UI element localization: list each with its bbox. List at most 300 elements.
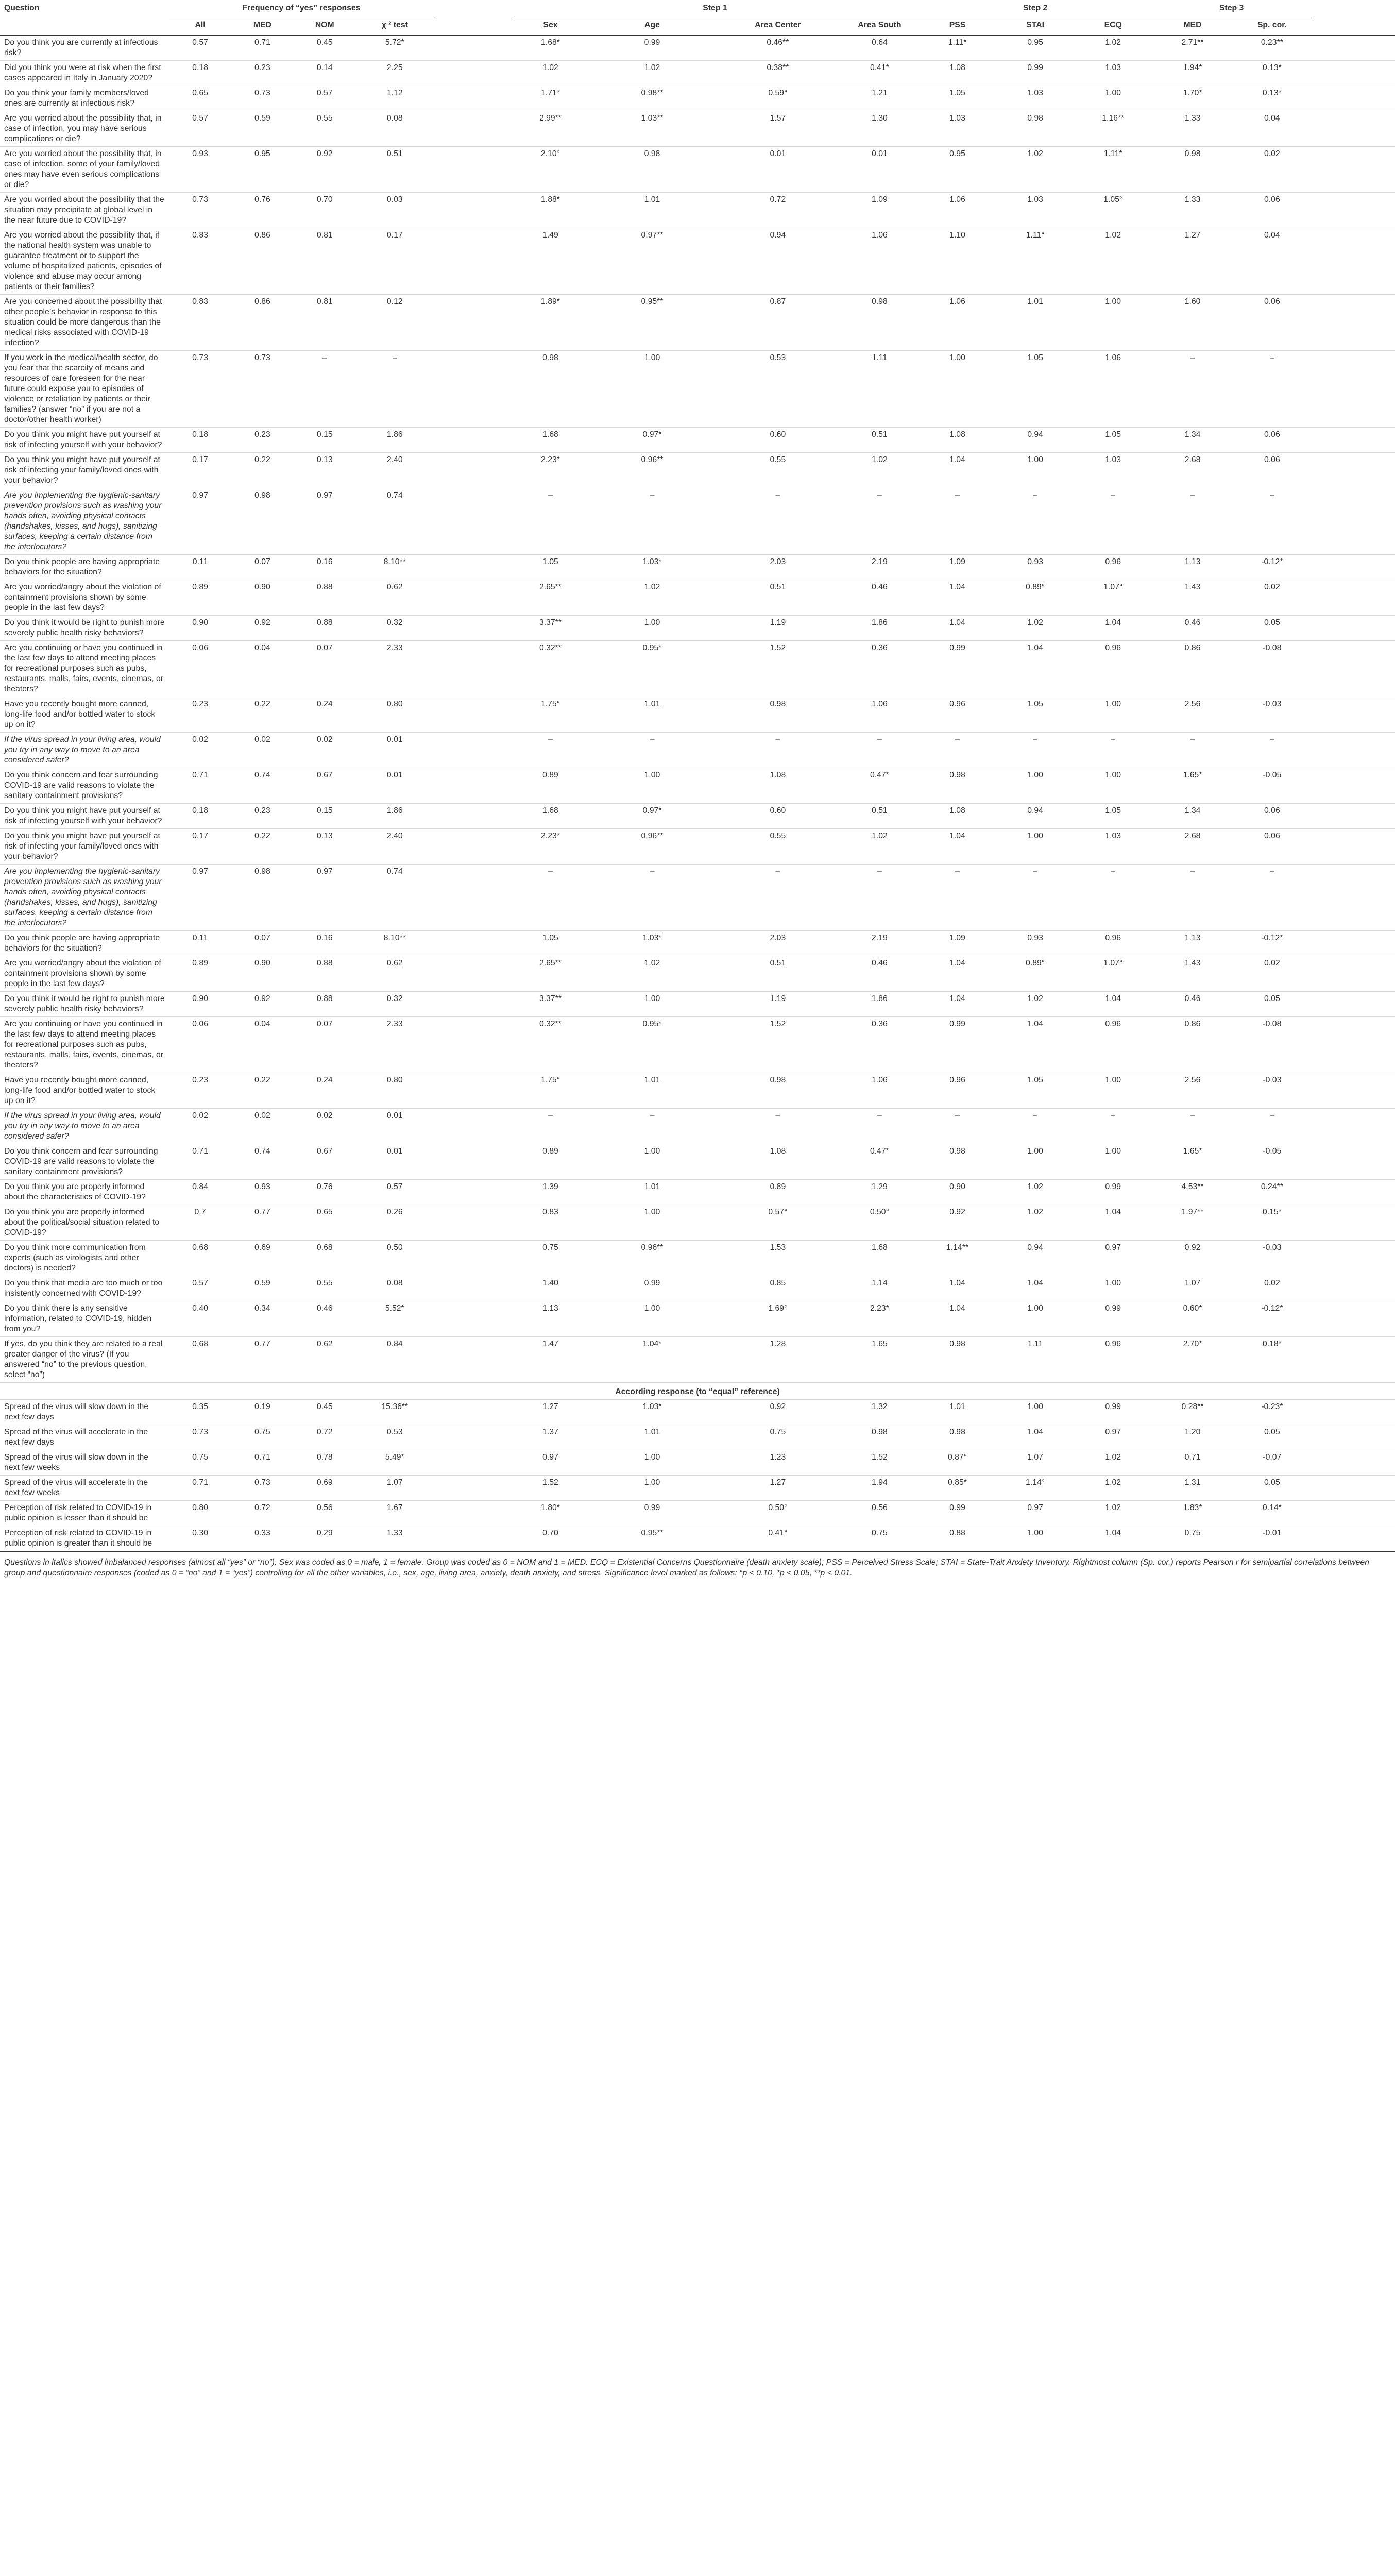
value-cell: –: [1233, 865, 1311, 931]
value-cell: 1.00: [1074, 768, 1152, 804]
value-cell: 0.05: [1233, 1476, 1311, 1501]
value-cell: 1.07: [996, 1450, 1074, 1476]
value-cell: 0.92: [715, 1400, 841, 1425]
value-cell: –: [841, 865, 918, 931]
value-cell: 1.75°: [512, 697, 589, 733]
value-cell: 2.03: [715, 555, 841, 580]
value-cell: 0.57: [169, 35, 231, 61]
value-cell: 1.68: [512, 804, 589, 829]
table-row: [0, 829, 1395, 865]
value-cell: 0.47*: [841, 768, 918, 804]
value-cell: 0.86: [1152, 641, 1233, 697]
value-cell: 1.97**: [1152, 1205, 1233, 1241]
value-cell: 0.06: [1233, 804, 1311, 829]
value-cell: 0.16: [294, 931, 356, 956]
value-cell: 0.02: [1233, 1276, 1311, 1301]
value-cell: 5.49*: [356, 1450, 434, 1476]
value-cell: 0.32**: [512, 641, 589, 697]
value-cell: 0.86: [231, 228, 294, 295]
table-row: [0, 616, 1395, 641]
table-row: [0, 733, 1395, 768]
question-cell: Do you think it would be right to punish more severely public health risky behaviors?: [0, 616, 169, 641]
value-cell: 0.50°: [715, 1501, 841, 1526]
value-cell: 1.27: [512, 1400, 589, 1425]
value-cell: 0.92: [918, 1205, 996, 1241]
value-cell: 0.04: [1233, 111, 1311, 147]
table-row: [0, 1526, 1395, 1552]
value-cell: 0.55: [715, 829, 841, 865]
value-cell: 1.03: [1074, 829, 1152, 865]
value-cell: 1.02: [589, 580, 715, 616]
col-header-med-step3: MED: [1152, 18, 1233, 36]
value-cell: 0.23**: [1233, 35, 1311, 61]
value-cell: 0.01: [356, 733, 434, 768]
value-cell: 0.34: [231, 1301, 294, 1337]
value-cell: –: [715, 488, 841, 555]
value-cell: 0.75: [512, 1241, 589, 1276]
value-cell: –: [589, 1109, 715, 1144]
value-cell: 0.02: [1233, 147, 1311, 193]
value-cell: 0.85*: [918, 1476, 996, 1501]
value-cell: 0.89°: [996, 580, 1074, 616]
value-cell: 2.70*: [1152, 1337, 1233, 1383]
value-cell: 1.34: [1152, 428, 1233, 453]
value-cell: 0.57: [169, 111, 231, 147]
value-cell: 0.67: [294, 1144, 356, 1180]
value-cell: 1.02: [996, 616, 1074, 641]
value-cell: 0.01: [356, 1109, 434, 1144]
value-cell: 0.89: [512, 1144, 589, 1180]
value-cell: 0.99: [589, 35, 715, 61]
value-cell: [1311, 931, 1395, 956]
table-row: [0, 768, 1395, 804]
value-cell: 0.96**: [589, 1241, 715, 1276]
value-cell: 1.06: [1074, 351, 1152, 428]
value-cell: –: [512, 1109, 589, 1144]
value-cell: 2.19: [841, 931, 918, 956]
table-row: [0, 1450, 1395, 1476]
question-cell: If you work in the medical/health sector, do you fear that the scarcity of means and resources of care foreseen for the near future could expose you to episodes of violence or retaliation by patients or their families? (answer “no” if you are not a doctor/other health worker): [0, 351, 169, 428]
value-cell: 0.23: [231, 428, 294, 453]
value-cell: 1.00: [996, 829, 1074, 865]
value-cell: 1.60: [1152, 295, 1233, 351]
value-cell: -0.03: [1233, 697, 1311, 733]
value-cell: 1.05°: [1074, 193, 1152, 228]
value-cell: –: [1074, 733, 1152, 768]
value-cell: [1311, 829, 1395, 865]
value-cell: 0.97**: [589, 228, 715, 295]
value-cell: [1311, 488, 1395, 555]
value-cell: 1.75°: [512, 1073, 589, 1109]
value-cell: 2.56: [1152, 1073, 1233, 1109]
question-cell: Do you think you are properly informed about the political/social situation related to COVID-19?: [0, 1205, 169, 1241]
question-cell: Do you think there is any sensitive information, related to COVID-19, hidden from you?: [0, 1301, 169, 1337]
question-cell: Do you think concern and fear surrounding COVID-19 are valid reasons to violate the sanitary containment provisions?: [0, 768, 169, 804]
table-row: [0, 865, 1395, 931]
col-header-all: All: [169, 18, 231, 36]
question-cell: Are you continuing or have you continued in the last few days to attend meeting places for recreational purposes such as pubs, restaurants, malls, fairs, events, cinemas, or theaters?: [0, 641, 169, 697]
value-cell: 0.74: [356, 865, 434, 931]
value-cell: 0.75: [1152, 1526, 1233, 1552]
value-cell: 0.16: [294, 555, 356, 580]
value-cell: [434, 86, 512, 111]
value-cell: 0.98: [1152, 147, 1233, 193]
value-cell: 0.24: [294, 1073, 356, 1109]
value-cell: -0.08: [1233, 641, 1311, 697]
value-cell: 1.04: [996, 1425, 1074, 1450]
value-cell: 0.96: [1074, 1017, 1152, 1073]
value-cell: 0.97: [512, 1450, 589, 1476]
value-cell: 0.60: [715, 804, 841, 829]
value-cell: 0.17: [356, 228, 434, 295]
value-cell: 1.06: [841, 697, 918, 733]
question-cell: If the virus spread in your living area, would you try in any way to move to an area considered safer?: [0, 733, 169, 768]
question-cell: Are you worried about the possibility that, if the national health system was unable to guarantee treatment or to support the volume of hospitalized patients, episodes of violence and abuse may occur among patients or their families?: [0, 228, 169, 295]
value-cell: 0.60*: [1152, 1301, 1233, 1337]
question-cell: Are you concerned about the possibility that other people’s behavior in response to this situation could be more dangerous than the medical risks associated with COVID-19 infection?: [0, 295, 169, 351]
value-cell: 0.08: [356, 111, 434, 147]
table-row: [0, 956, 1395, 992]
value-cell: 0.62: [294, 1337, 356, 1383]
value-cell: 0.80: [356, 1073, 434, 1109]
value-cell: 1.07°: [1074, 580, 1152, 616]
question-cell: Do you think concern and fear surrounding COVID-19 are valid reasons to violate the sanitary containment provisions?: [0, 1144, 169, 1180]
value-cell: [1311, 992, 1395, 1017]
value-cell: 0.71: [231, 35, 294, 61]
value-cell: 1.01: [589, 1180, 715, 1205]
value-cell: 1.00: [996, 453, 1074, 488]
value-cell: 2.40: [356, 453, 434, 488]
col-header-sex: Sex: [512, 18, 589, 36]
value-cell: 0.26: [356, 1205, 434, 1241]
value-cell: 1.03**: [589, 111, 715, 147]
value-cell: 1.30: [841, 111, 918, 147]
value-cell: -0.05: [1233, 768, 1311, 804]
value-cell: 0.74: [356, 488, 434, 555]
value-cell: –: [356, 351, 434, 428]
value-cell: 0.06: [169, 1017, 231, 1073]
value-cell: 0.97*: [589, 428, 715, 453]
value-cell: 1.00: [918, 351, 996, 428]
value-cell: [1311, 641, 1395, 697]
value-cell: 0.51: [841, 428, 918, 453]
section-label: According response (to “equal” reference): [0, 1383, 1395, 1400]
question-cell: Do you think you might have put yourself at risk of infecting yourself with your behavior?: [0, 428, 169, 453]
value-cell: [1311, 453, 1395, 488]
value-cell: [1311, 86, 1395, 111]
value-cell: 3.37**: [512, 616, 589, 641]
value-cell: 0.53: [356, 1425, 434, 1450]
value-cell: 0.88: [918, 1526, 996, 1552]
value-cell: 0.57: [356, 1180, 434, 1205]
question-cell: Do you think it would be right to punish more severely public health risky behaviors?: [0, 992, 169, 1017]
value-cell: 0.18: [169, 804, 231, 829]
value-cell: –: [512, 865, 589, 931]
value-cell: 0.95**: [589, 1526, 715, 1552]
value-cell: 0.98: [715, 1073, 841, 1109]
value-cell: 0.73: [169, 351, 231, 428]
value-cell: 2.40: [356, 829, 434, 865]
value-cell: 0.46**: [715, 35, 841, 61]
value-cell: 0.02: [1233, 956, 1311, 992]
value-cell: 1.00: [589, 1301, 715, 1337]
value-cell: 0.99: [589, 1276, 715, 1301]
value-cell: 0.57: [294, 86, 356, 111]
value-cell: 1.00: [1074, 1276, 1152, 1301]
value-cell: 0.57°: [715, 1205, 841, 1241]
value-cell: 1.03*: [589, 931, 715, 956]
value-cell: 0.83: [169, 228, 231, 295]
value-cell: 0.84: [169, 1180, 231, 1205]
value-cell: [1311, 1337, 1395, 1383]
value-cell: 1.00: [996, 1526, 1074, 1552]
value-cell: 1.68: [841, 1241, 918, 1276]
value-cell: [434, 733, 512, 768]
value-cell: 1.00: [996, 1301, 1074, 1337]
value-cell: 1.16**: [1074, 111, 1152, 147]
value-cell: 0.03: [356, 193, 434, 228]
value-cell: 1.04: [918, 992, 996, 1017]
value-cell: 1.04: [918, 956, 996, 992]
value-cell: [1311, 865, 1395, 931]
value-cell: [434, 428, 512, 453]
value-cell: –: [715, 1109, 841, 1144]
value-cell: –: [1233, 733, 1311, 768]
value-cell: 1.14: [841, 1276, 918, 1301]
value-cell: 1.34: [1152, 804, 1233, 829]
value-cell: [434, 865, 512, 931]
value-cell: –: [1074, 1109, 1152, 1144]
value-cell: 0.90: [169, 616, 231, 641]
value-cell: 0.56: [294, 1501, 356, 1526]
value-cell: 0.99: [918, 1501, 996, 1526]
question-cell: Do you think people are having appropriate behaviors for the situation?: [0, 931, 169, 956]
value-cell: 0.23: [169, 697, 231, 733]
value-cell: 0.95*: [589, 641, 715, 697]
value-cell: 0.41°: [715, 1526, 841, 1552]
value-cell: 0.46: [1152, 992, 1233, 1017]
table-row: [0, 697, 1395, 733]
value-cell: 0.50°: [841, 1205, 918, 1241]
value-cell: 1.02: [1074, 1476, 1152, 1501]
table-row: [0, 1241, 1395, 1276]
value-cell: 0.70: [294, 193, 356, 228]
value-cell: [1311, 1276, 1395, 1301]
value-cell: 1.89*: [512, 295, 589, 351]
value-cell: 0.73: [231, 1476, 294, 1501]
value-cell: 0.68: [294, 1241, 356, 1276]
value-cell: 0.99: [996, 61, 1074, 86]
value-cell: [434, 1276, 512, 1301]
value-cell: [434, 295, 512, 351]
value-cell: 1.00: [996, 768, 1074, 804]
value-cell: [434, 768, 512, 804]
question-cell: Do you think you might have put yourself at risk of infecting yourself with your behavior?: [0, 804, 169, 829]
value-cell: 8.10**: [356, 555, 434, 580]
value-cell: -0.12*: [1233, 931, 1311, 956]
value-cell: 0.65: [169, 86, 231, 111]
table-row: [0, 1073, 1395, 1109]
value-cell: 1.00: [589, 616, 715, 641]
value-cell: 1.86: [841, 992, 918, 1017]
value-cell: 0.95: [231, 147, 294, 193]
question-cell: Are you worried about the possibility that, in case of infection, some of your family/loved ones may have even serious complications or die?: [0, 147, 169, 193]
value-cell: 1.31: [1152, 1476, 1233, 1501]
value-cell: 0.92: [1152, 1241, 1233, 1276]
value-cell: –: [918, 733, 996, 768]
value-cell: 0.73: [231, 351, 294, 428]
value-cell: [434, 1400, 512, 1425]
table-row: [0, 641, 1395, 697]
value-cell: 0.98: [715, 697, 841, 733]
table-row: [0, 804, 1395, 829]
value-cell: 0.92: [231, 616, 294, 641]
question-cell: Do you think you might have put yourself at risk of infecting your family/loved ones with your behavior?: [0, 453, 169, 488]
value-cell: 0.89°: [996, 956, 1074, 992]
question-cell: Spread of the virus will accelerate in the next few days: [0, 1425, 169, 1450]
col-header-chi2: χ ² test: [356, 18, 434, 36]
value-cell: 0.72: [231, 1501, 294, 1526]
value-cell: 1.01: [918, 1400, 996, 1425]
value-cell: 0.55: [715, 453, 841, 488]
value-cell: [434, 193, 512, 228]
value-cell: [434, 1476, 512, 1501]
question-cell: Did you think you were at risk when the first cases appeared in Italy in January 2020?: [0, 61, 169, 86]
value-cell: 0.98: [918, 1425, 996, 1450]
value-cell: [1311, 193, 1395, 228]
table-row: [0, 111, 1395, 147]
value-cell: 1.01: [589, 1073, 715, 1109]
value-cell: [434, 580, 512, 616]
value-cell: 0.88: [294, 956, 356, 992]
frequency-group-header: Frequency of “yes” responses: [169, 0, 434, 18]
table-row: [0, 351, 1395, 428]
value-cell: 1.06: [918, 193, 996, 228]
value-cell: 1.02: [996, 1180, 1074, 1205]
value-cell: 1.07°: [1074, 956, 1152, 992]
value-cell: 0.73: [231, 86, 294, 111]
value-cell: 0.51: [356, 147, 434, 193]
value-cell: 1.40: [512, 1276, 589, 1301]
table-row: [0, 1301, 1395, 1337]
value-cell: 1.06: [841, 228, 918, 295]
value-cell: 0.69: [294, 1476, 356, 1501]
value-cell: 0.98: [231, 865, 294, 931]
value-cell: 2.68: [1152, 829, 1233, 865]
value-cell: 0.92: [231, 992, 294, 1017]
value-cell: 1.52: [841, 1450, 918, 1476]
value-cell: 0.07: [294, 1017, 356, 1073]
value-cell: [434, 1073, 512, 1109]
value-cell: 0.15*: [1233, 1205, 1311, 1241]
value-cell: 0.02: [1233, 580, 1311, 616]
value-cell: 1.05: [1074, 804, 1152, 829]
value-cell: 0.41*: [841, 61, 918, 86]
value-cell: 0.99: [1074, 1400, 1152, 1425]
value-cell: -0.05: [1233, 1144, 1311, 1180]
table-row: [0, 428, 1395, 453]
table-row: [0, 228, 1395, 295]
value-cell: 1.14°: [996, 1476, 1074, 1501]
value-cell: [434, 804, 512, 829]
value-cell: [1311, 1180, 1395, 1205]
value-cell: 1.02: [996, 992, 1074, 1017]
value-cell: 1.13: [512, 1301, 589, 1337]
value-cell: [1311, 1017, 1395, 1073]
value-cell: 0.71: [169, 1144, 231, 1180]
value-cell: 0.96: [1074, 555, 1152, 580]
value-cell: [1311, 1109, 1395, 1144]
value-cell: 1.05: [512, 555, 589, 580]
value-cell: –: [918, 488, 996, 555]
value-cell: 0.93: [996, 931, 1074, 956]
value-cell: 0.97: [169, 488, 231, 555]
value-cell: 0.76: [231, 193, 294, 228]
value-cell: 0.62: [356, 956, 434, 992]
value-cell: 0.90: [231, 956, 294, 992]
value-cell: 1.01: [589, 1425, 715, 1450]
value-cell: 0.01: [356, 1144, 434, 1180]
value-cell: 1.11: [996, 1337, 1074, 1383]
value-cell: 0.36: [841, 1017, 918, 1073]
value-cell: 1.04: [1074, 1205, 1152, 1241]
value-cell: [434, 488, 512, 555]
value-cell: 0.98: [918, 1144, 996, 1180]
value-cell: 1.02: [996, 147, 1074, 193]
value-cell: 1.00: [1074, 697, 1152, 733]
value-cell: 0.7: [169, 1205, 231, 1241]
value-cell: 1.53: [715, 1241, 841, 1276]
value-cell: 0.98: [918, 1337, 996, 1383]
value-cell: 0.71: [231, 1450, 294, 1476]
value-cell: 1.00: [1074, 1144, 1152, 1180]
value-cell: 0.60: [715, 428, 841, 453]
value-cell: 1.00: [589, 1476, 715, 1501]
value-cell: 0.80: [356, 697, 434, 733]
value-cell: 1.00: [996, 1400, 1074, 1425]
value-cell: [1311, 768, 1395, 804]
table-row: [0, 931, 1395, 956]
question-cell: Do you think more communication from experts (such as virologists and other doctors) is needed?: [0, 1241, 169, 1276]
value-cell: 0.69: [231, 1241, 294, 1276]
value-cell: [1311, 580, 1395, 616]
value-cell: –: [996, 733, 1074, 768]
value-cell: 0.51: [841, 804, 918, 829]
value-cell: [434, 1301, 512, 1337]
value-cell: 0.75: [169, 1450, 231, 1476]
value-cell: 1.04: [996, 641, 1074, 697]
value-cell: 1.05: [1074, 428, 1152, 453]
table-row: [0, 1180, 1395, 1205]
value-cell: 1.32: [841, 1400, 918, 1425]
value-cell: 2.65**: [512, 956, 589, 992]
value-cell: 0.93: [996, 555, 1074, 580]
value-cell: [434, 1144, 512, 1180]
value-cell: 0.46: [294, 1301, 356, 1337]
value-cell: 5.52*: [356, 1301, 434, 1337]
value-cell: 0.57: [169, 1276, 231, 1301]
value-cell: –: [1074, 488, 1152, 555]
value-cell: –: [512, 488, 589, 555]
value-cell: 0.95: [996, 35, 1074, 61]
value-cell: [1311, 35, 1395, 61]
value-cell: 1.01: [996, 295, 1074, 351]
table-row: [0, 992, 1395, 1017]
col-header-pss: PSS: [918, 18, 996, 36]
value-cell: 0.95*: [589, 1017, 715, 1073]
value-cell: 1.68*: [512, 35, 589, 61]
value-cell: [1311, 1501, 1395, 1526]
